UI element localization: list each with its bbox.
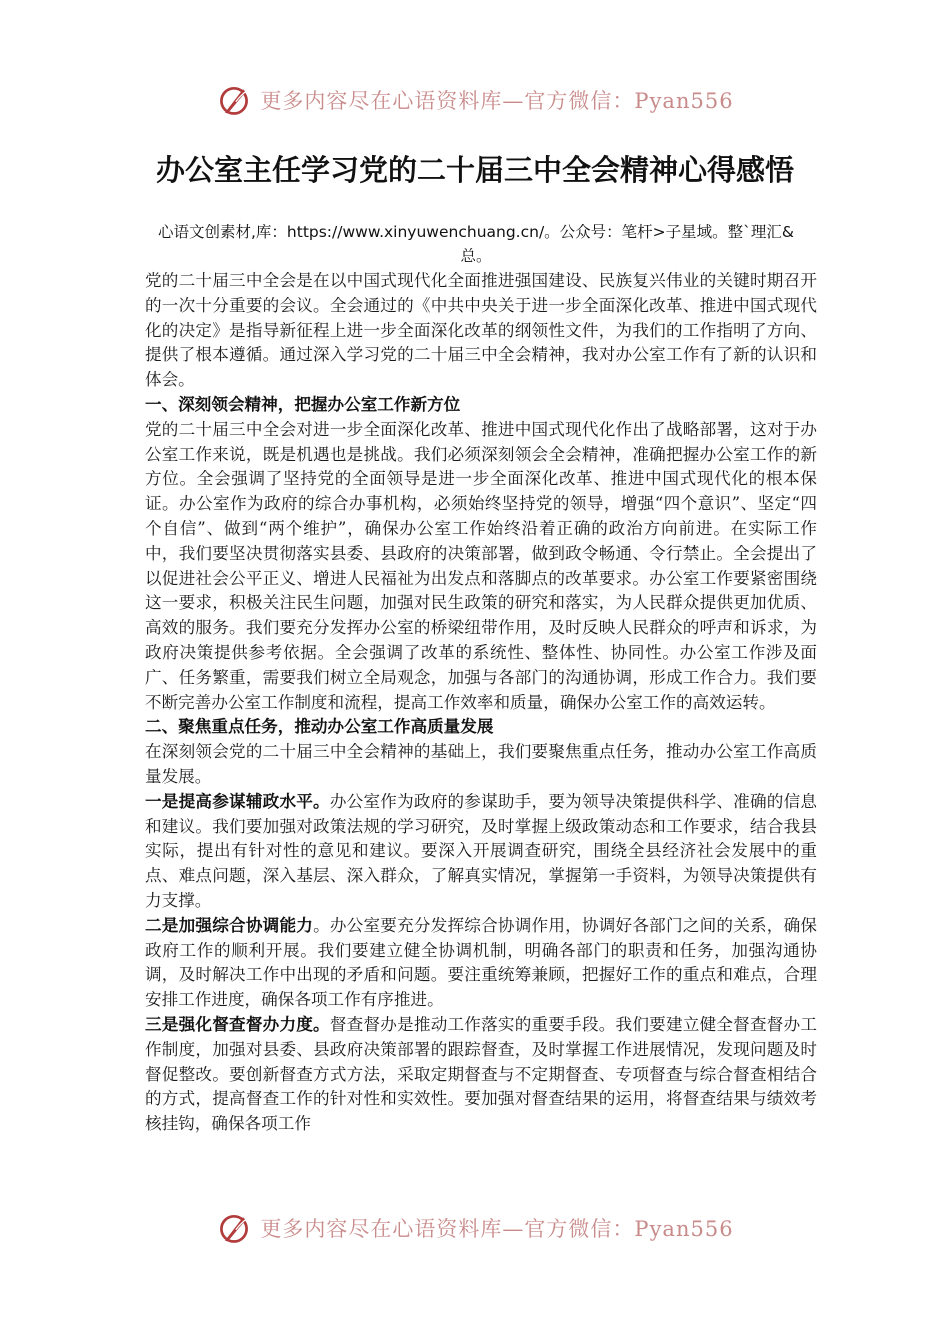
- point-text: 督查督办是推动工作落实的重要手段。我们要建立健全督查督办工作制度，加强对县委、县政府决策部署的跟踪督查，及时掌握工作进展情况，发现问题及时督促整改。要创新督查方式方法，采取定期督查与不定期督查、专项督查与综合督查相结合的方式，提高督查工作的针对性和实效性。要加强对督查结果的运用，将督查结果与绩效考核挂钩，确保各项工作: [145, 1014, 817, 1134]
- point-paragraph: [145, 914, 817, 1013]
- document-body: [145, 269, 817, 1137]
- quill-circle-logo-icon: [216, 82, 252, 118]
- point-text: 办公室作为政府的参谋助手，要为领导决策提供科学、准确的信息和建议。我们要加强对政策法规的学习研究，及时掌握上级政策动态和工作要求，结合我县实际，提出有针对性的意见和建议。要深入开展调查研究，围绕全县经济社会发展中的重点、难点问题，深入基层、深入群众，了解真实情况，掌握第一手资料，为领导决策提供有力支撑。: [145, 791, 817, 910]
- page-title: 办公室主任学习党的二十届三中全会精神心得感悟: [155, 153, 794, 187]
- intro-paragraph: 党的二十届三中全会是在以中国式现代化全面推进强国建设、民族复兴伟业的关键时期召开的一次十分重要的会议。全会通过的《中共中央关于进一步全面深化改革、推进中国式现代化的决定》是指导新征程上进一步全面深化改革的纲领性文件，为我们的工作指明了方向、提供了根本遵循。通过深入学习党的二十届三中全会精神，我对办公室工作有了新的认识和体会。: [145, 271, 817, 390]
- header-watermark-banner: [0, 80, 950, 120]
- banner-text: 更多内容尽在心语资料库—官方微信：Pyan556: [260, 89, 734, 113]
- point-paragraph: [145, 1013, 817, 1137]
- footer-watermark-banner: [0, 1208, 950, 1248]
- point-text: 。办公室要充分发挥综合协调作用，协调好各部门之间的关系，确保政府工作的顺利开展。我们要建立健全协调机制，明确各部门的职责和任务，加强沟通协调，及时解决工作中出现的矛盾和问题。要注重统筹兼顾，把握好工作的重点和难点，合理安排工作进度，确保各项工作有序推进。: [145, 915, 818, 1010]
- section-1-heading: 一、深刻领会精神，把握办公室工作新方位: [145, 394, 461, 414]
- source-line: 心语文创素材,库：https://www.xinyuwenchuang.cn/。公众号：笔杆>子星域。整`理汇&总。: [157, 223, 794, 265]
- quill-circle-logo-icon: [216, 1210, 252, 1246]
- section-2-intro: 在深刻领会党的二十届三中全会精神的基础上，我们要聚焦重点任务，推动办公室工作高质量发展。: [145, 742, 817, 786]
- point-paragraph: [145, 790, 817, 914]
- banner-text: 更多内容尽在心语资料库—官方微信：Pyan556: [260, 1217, 734, 1241]
- section-2-heading: 二、聚焦重点任务，推动办公室工作高质量发展: [145, 717, 494, 737]
- point-lead: 三是强化督查督办力度。: [145, 1014, 330, 1034]
- section-1-paragraph: 党的二十届三中全会对进一步全面深化改革、推进中国式现代化作出了战略部署，这对于办公室工作来说，既是机遇也是挑战。我们必须深刻领会全会精神，准确把握办公室工作的新方位。全会强调了坚持党的全面领导是进一步全面深化改革、推进中国式现代化的根本保证。办公室作为政府的综合办事机构，必须始终坚持党的领导，增强“四个意识”、坚定“四个自信”、做到“两个维护”，确保办公室工作始终沿着正确的政治方向前进。在实际工作中，我们要坚决贯彻落实县委、县政府的决策部署，做到政令畅通、令行禁止。全会提出了以促进社会公平正义、增进人民福祉为出发点和落脚点的改革要求。办公室工作要紧密围绕这一要求，积极关注民生问题，加强对民生政策的研究和落实，为人民群众提供更加优质、高效的服务。我们要充分发挥办公室的桥梁纽带作用，及时反映人民群众的呼声和诉求，为政府决策提供参考依据。全会强调了改革的系统性、整体性、协同性。办公室工作涉及面广、任务繁重，需要我们树立全局观念，加强与各部门的沟通协调，形成工作合力。我们要不断完善办公室工作制度和流程，提高工作效率和质量，确保办公室工作的高效运转。: [145, 419, 817, 712]
- point-lead: 一是提高参谋辅政水平。: [145, 791, 330, 811]
- point-lead: 二是加强综合协调能力: [145, 915, 314, 935]
